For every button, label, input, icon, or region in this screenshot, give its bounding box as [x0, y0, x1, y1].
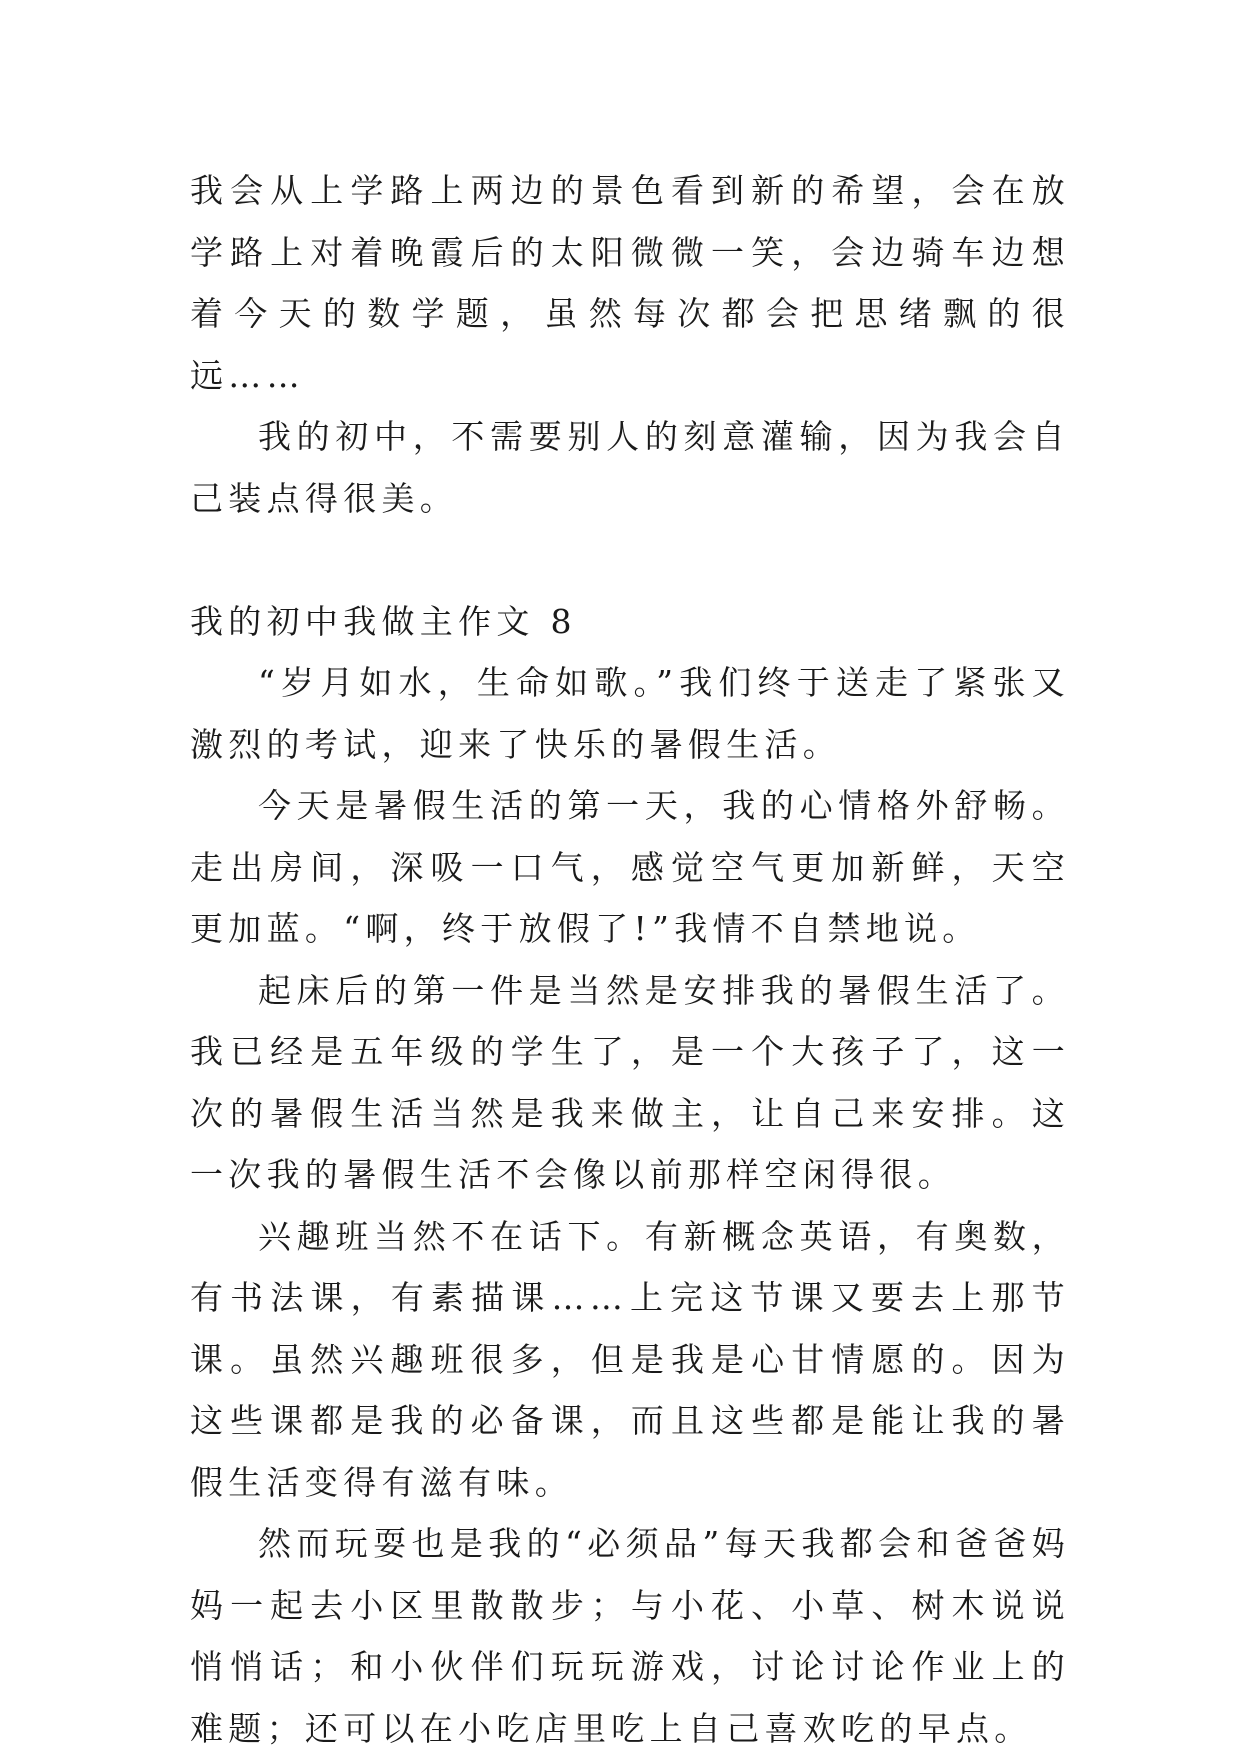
document-body: [190, 160, 1070, 1759]
paragraph-continued: 我会从上学路上两边的景色看到新的希望，会在放学路上对着晚霞后的太阳微微一笑，会边骑车边想着今天的数学题，虽然每次都会把思绪飘的很远……: [190, 171, 1070, 395]
section-title: 我的初中我做主作文 8: [190, 601, 577, 641]
paragraph: 今天是暑假生活的第一天，我的心情格外舒畅。走出房间，深吸一口气，感觉空气更加新鲜，天空更加蓝。“啊，终于放假了!”我情不自禁地说。: [190, 786, 1070, 948]
section-spacer: [190, 529, 1070, 591]
paragraph: “岁月如水，生命如歌。”我们终于送走了紧张又激烈的考试，迎来了快乐的暑假生活。: [190, 663, 1070, 764]
paragraph: 起床后的第一件是当然是安排我的暑假生活了。我已经是五年级的学生了，是一个大孩子了，这一次的暑假生活当然是我来做主，让自己来安排。这一次我的暑假生活不会像以前那样空闲得很。: [190, 970, 1070, 1194]
paragraph: 我的初中，不需要别人的刻意灌输，因为我会自己装点得很美。: [190, 417, 1070, 518]
paragraph: 然而玩耍也是我的“必须品”每天我都会和爸爸妈妈一起去小区里散散步；与小花、小草、树木说说悄悄话；和小伙伴们玩玩游戏，讨论讨论作业上的难题；还可以在小吃店里吃上自己喜欢吃的早点。: [190, 1524, 1070, 1748]
paragraph: 兴趣班当然不在话下。有新概念英语，有奥数，有书法课，有素描课……上完这节课又要去上那节课。虽然兴趣班很多，但是我是心甘情愿的。因为这些课都是我的必备课，而且这些都是能让我的暑假生活变得有滋有味。: [190, 1216, 1070, 1502]
